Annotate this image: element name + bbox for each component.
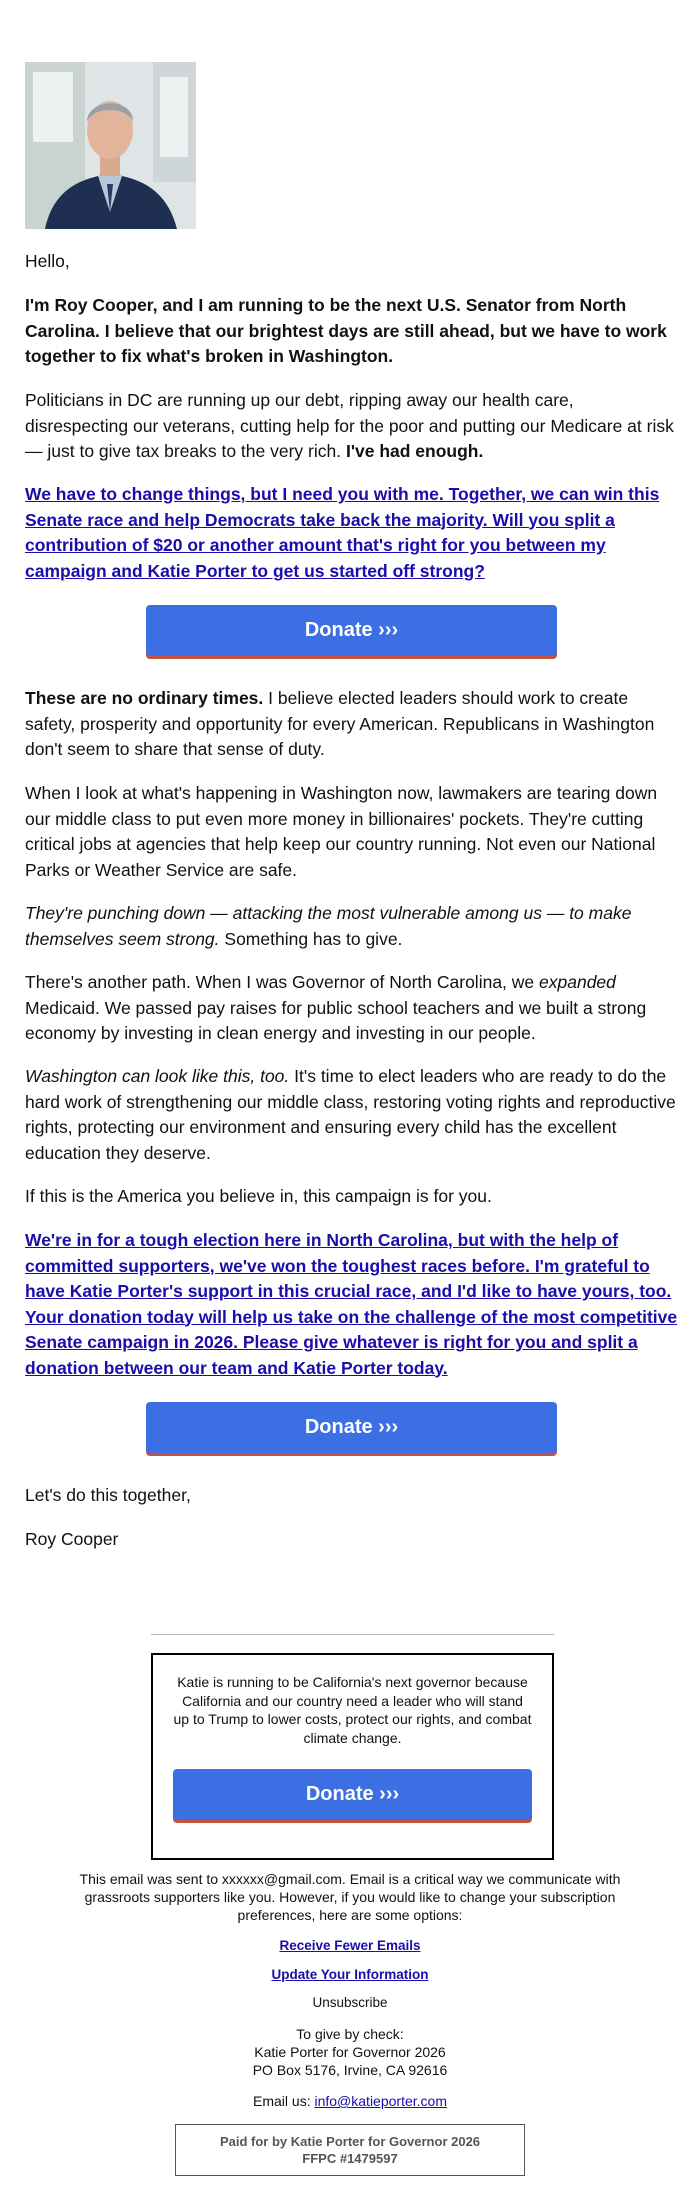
debt-paragraph	[25, 388, 680, 465]
paid-for-disclaimer	[175, 2124, 525, 2176]
promo-box	[151, 1653, 554, 1860]
debt-paragraph-text: Politicians in DC are running up our debt, ripping away our health care, disrespecting our veterans, cutting help for the poor and putting our Medicare at risk — just to give tax breaks to the very rich.	[25, 390, 674, 461]
promo-text: Katie is running to be California's next governor because California and our country need a leader who will stand up to Trump to lower costs, protect our rights, and combat climate change.	[173, 1674, 532, 1746]
punching-down-italic: They're punching down — attacking the most vulnerable among us — to make themselves seem strong.	[25, 903, 632, 949]
check-address: PO Box 5176, Irvine, CA 92616	[252, 2062, 448, 2078]
america-paragraph: If this is the America you believe in, this campaign is for you.	[25, 1186, 492, 1206]
ordinary-times-bold: These are no ordinary times.	[25, 688, 264, 708]
donation-ask-link-1[interactable]: We have to change things, but I need you with me. Together, we can win this Senate race and help Democrats take back the majority. Will you split a contribution of $20 or another amount that's right for you between my campaign and Katie Porter to get us started off strong?	[25, 484, 660, 581]
punching-down-paragraph	[25, 901, 680, 952]
donation-ask-link-2[interactable]: We're in for a tough election here in North Carolina, but with the help of committed supporters, we've won the toughest races before. I'm grateful to have Katie Porter's support in this crucial race, and I'd like to have yours, too. Your donation today will help us take on the challenge of the most competitive Senate campaign in 2026. Please give whatever is right for you and split a donation between our team and Katie Porter today.	[25, 1230, 678, 1378]
unsubscribe-link[interactable]: Unsubscribe	[312, 1995, 388, 2010]
check-name: Katie Porter for Governor 2026	[254, 2044, 446, 2060]
footer-link-row-2	[60, 1965, 640, 1984]
washington-paragraph: When I look at what's happening in Washington now, lawmakers are tearing down our middle class to put even more money in billionaires' pockets. They're cutting critical jobs at agencies that help keep our country running. Not even our National Parks or Weather Service are safe.	[25, 783, 658, 880]
ask-paragraph-2	[25, 1228, 680, 1381]
another-path-text-a: There's another path. When I was Governor of North Carolina, we	[25, 972, 540, 992]
paid-for-line: Paid for by Katie Porter for Governor 2026	[219, 2134, 481, 2149]
subscription-notice: This email was sent to xxxxxx@gmail.com. Email is a critical way we communicate with grassroots supporters like you. However, if you would like to change your subscription preferences, here are some options:	[79, 1871, 621, 1923]
update-information-link[interactable]: Update Your Information	[271, 1967, 429, 1982]
receive-fewer-emails-link[interactable]: Receive Fewer Emails	[279, 1938, 421, 1953]
ask-paragraph-1	[25, 482, 680, 584]
check-info	[60, 2025, 640, 2079]
debt-paragraph-bold: I've had enough.	[345, 441, 484, 461]
another-path-paragraph	[25, 970, 680, 1047]
footer-link-row-1	[60, 1936, 640, 1955]
ffpc-number: FFPC #1479597	[302, 2151, 398, 2166]
look-like-this-text: It's time to elect leaders who are ready to do the hard work of strengthening our middle class, restoring voting rights and reproductive rights, protecting our environment and ensuring every child has the excellent education they deserve.	[25, 1066, 676, 1163]
intro-paragraph: I'm Roy Cooper, and I am running to be the next U.S. Senator from North Carolina. I believe that our brightest days are still ahead, but we have to work together to fix what's broken in Washington.	[25, 295, 667, 366]
donate-button-2[interactable]: Donate ›››	[146, 1402, 557, 1453]
look-like-this-paragraph	[25, 1064, 680, 1166]
candidate-photo	[25, 62, 196, 229]
email-label: Email us:	[253, 2093, 315, 2109]
signature: Roy Cooper	[25, 1529, 119, 1549]
email-contact	[60, 2092, 640, 2110]
look-like-this-italic: Washington can look like this, too.	[25, 1066, 290, 1086]
another-path-italic: expanded	[539, 972, 616, 992]
divider	[151, 1634, 554, 1635]
portrait-image	[25, 62, 196, 229]
ordinary-times-paragraph	[25, 686, 680, 763]
donate-button-3[interactable]: Donate ›››	[173, 1769, 532, 1820]
check-label: To give by check:	[296, 2026, 404, 2042]
donate-button-1[interactable]: Donate ›››	[146, 605, 557, 656]
contact-email-link[interactable]: info@katieporter.com	[314, 2093, 447, 2109]
punching-down-text: Something has to give.	[219, 928, 403, 949]
closing-line: Let's do this together,	[25, 1485, 191, 1505]
another-path-text-b: Medicaid. We passed pay raises for public school teachers and we built a strong economy by investing in clean energy and investing in our people.	[25, 997, 647, 1043]
greeting: Hello,	[25, 251, 70, 271]
ordinary-times-text: I believe elected leaders should work to create safety, prosperity and opportunity for every American. Republicans in Washington don't seem to share that sense of duty.	[25, 688, 655, 759]
